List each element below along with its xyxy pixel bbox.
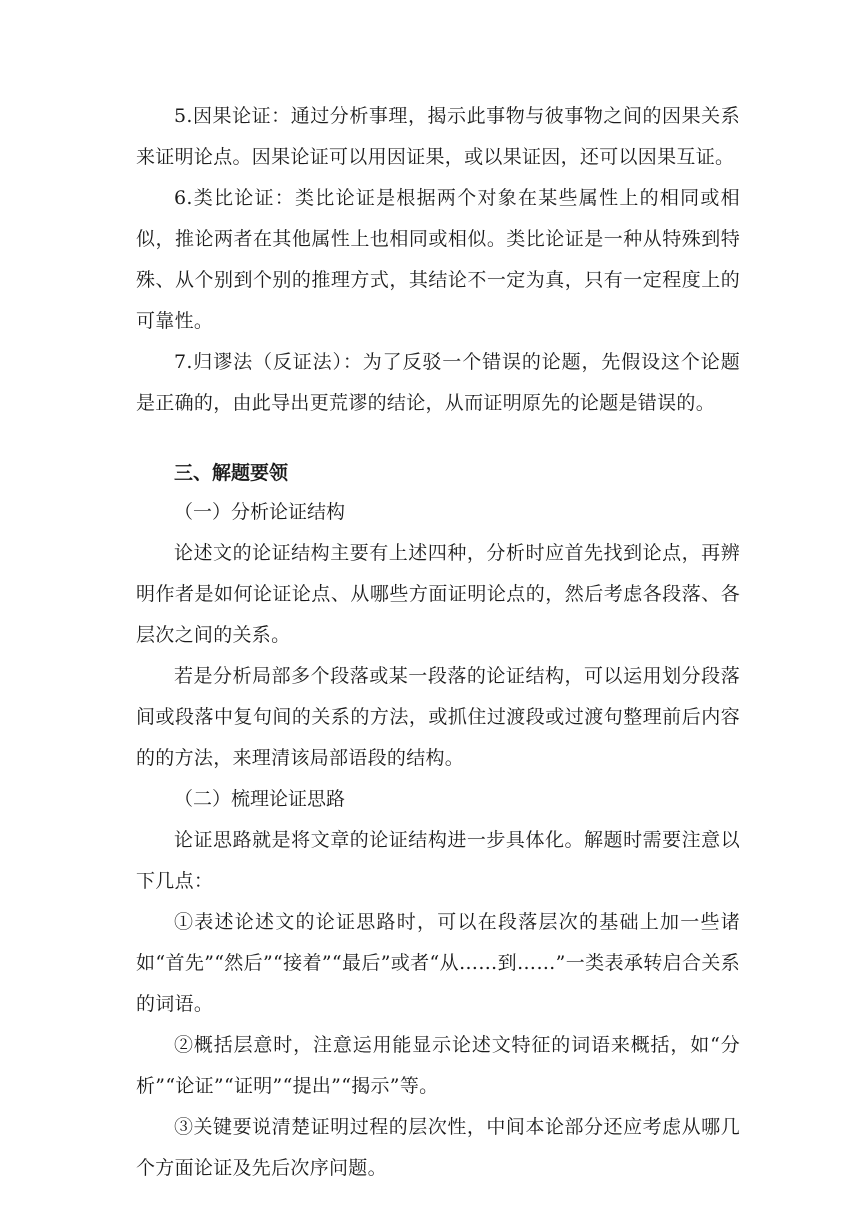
paragraph-reductio: 7.归谬法（反证法）：为了反驳一个错误的论题，先假设这个论题是正确的，由此导出更荒谬的结论，从而证明原先的论题是错误的。 <box>136 351 740 414</box>
paragraph-reasoning-point-3: ③关键要说清楚证明过程的层次性，中间本论部分还应考虑从哪几个方面论证及先后次序问题。 <box>136 1116 740 1179</box>
subsection-heading-reasoning: （二）梳理论证思路 <box>174 788 346 810</box>
paragraph-analogy-argument: 6.类比论证：类比论证是根据两个对象在某些属性上的相同或相似，推论两者在其他属性上也相同或相似。类比论证是一种从特殊到特殊、从个别到个别的推理方式，其结论不一定为真，只有一定程度上的可靠性。 <box>136 187 740 332</box>
paragraph-reasoning-intro: 论证思路就是将文章的论证结构进一步具体化。解题时需要注意以下几点： <box>136 829 740 892</box>
section-heading: 三、解题要领 <box>174 462 289 484</box>
subsection-heading-structure: （一）分析论证结构 <box>174 501 346 523</box>
paragraph-structure-2: 若是分析局部多个段落或某一段落的论证结构，可以运用划分段落间或段落中复句间的关系的方法，或抓住过渡段或过渡句整理前后内容的的方法，来理清该局部语段的结构。 <box>136 665 740 769</box>
paragraph-structure-1: 论述文的论证结构主要有上述四种，分析时应首先找到论点，再辨明作者是如何论证论点、从哪些方面证明论点的，然后考虑各段落、各层次之间的关系。 <box>136 542 740 646</box>
document-page <box>136 96 740 1189</box>
paragraph-reasoning-point-2: ②概括层意时，注意运用能显示论述文特征的词语来概括，如“分析”“论证”“证明”“提出”“揭示”等。 <box>136 1034 740 1097</box>
paragraph-causal-argument: 5.因果论证：通过分析事理，揭示此事物与彼事物之间的因果关系来证明论点。因果论证可以用因证果，或以果证因，还可以因果互证。 <box>136 105 740 168</box>
section-spacer <box>136 424 740 454</box>
paragraph-reasoning-point-1: ①表述论述文的论证思路时，可以在段落层次的基础上加一些诸如“首先”“然后”“接着”“最后”或者“从……到……”一类表承转启合关系的词语。 <box>136 911 740 1015</box>
